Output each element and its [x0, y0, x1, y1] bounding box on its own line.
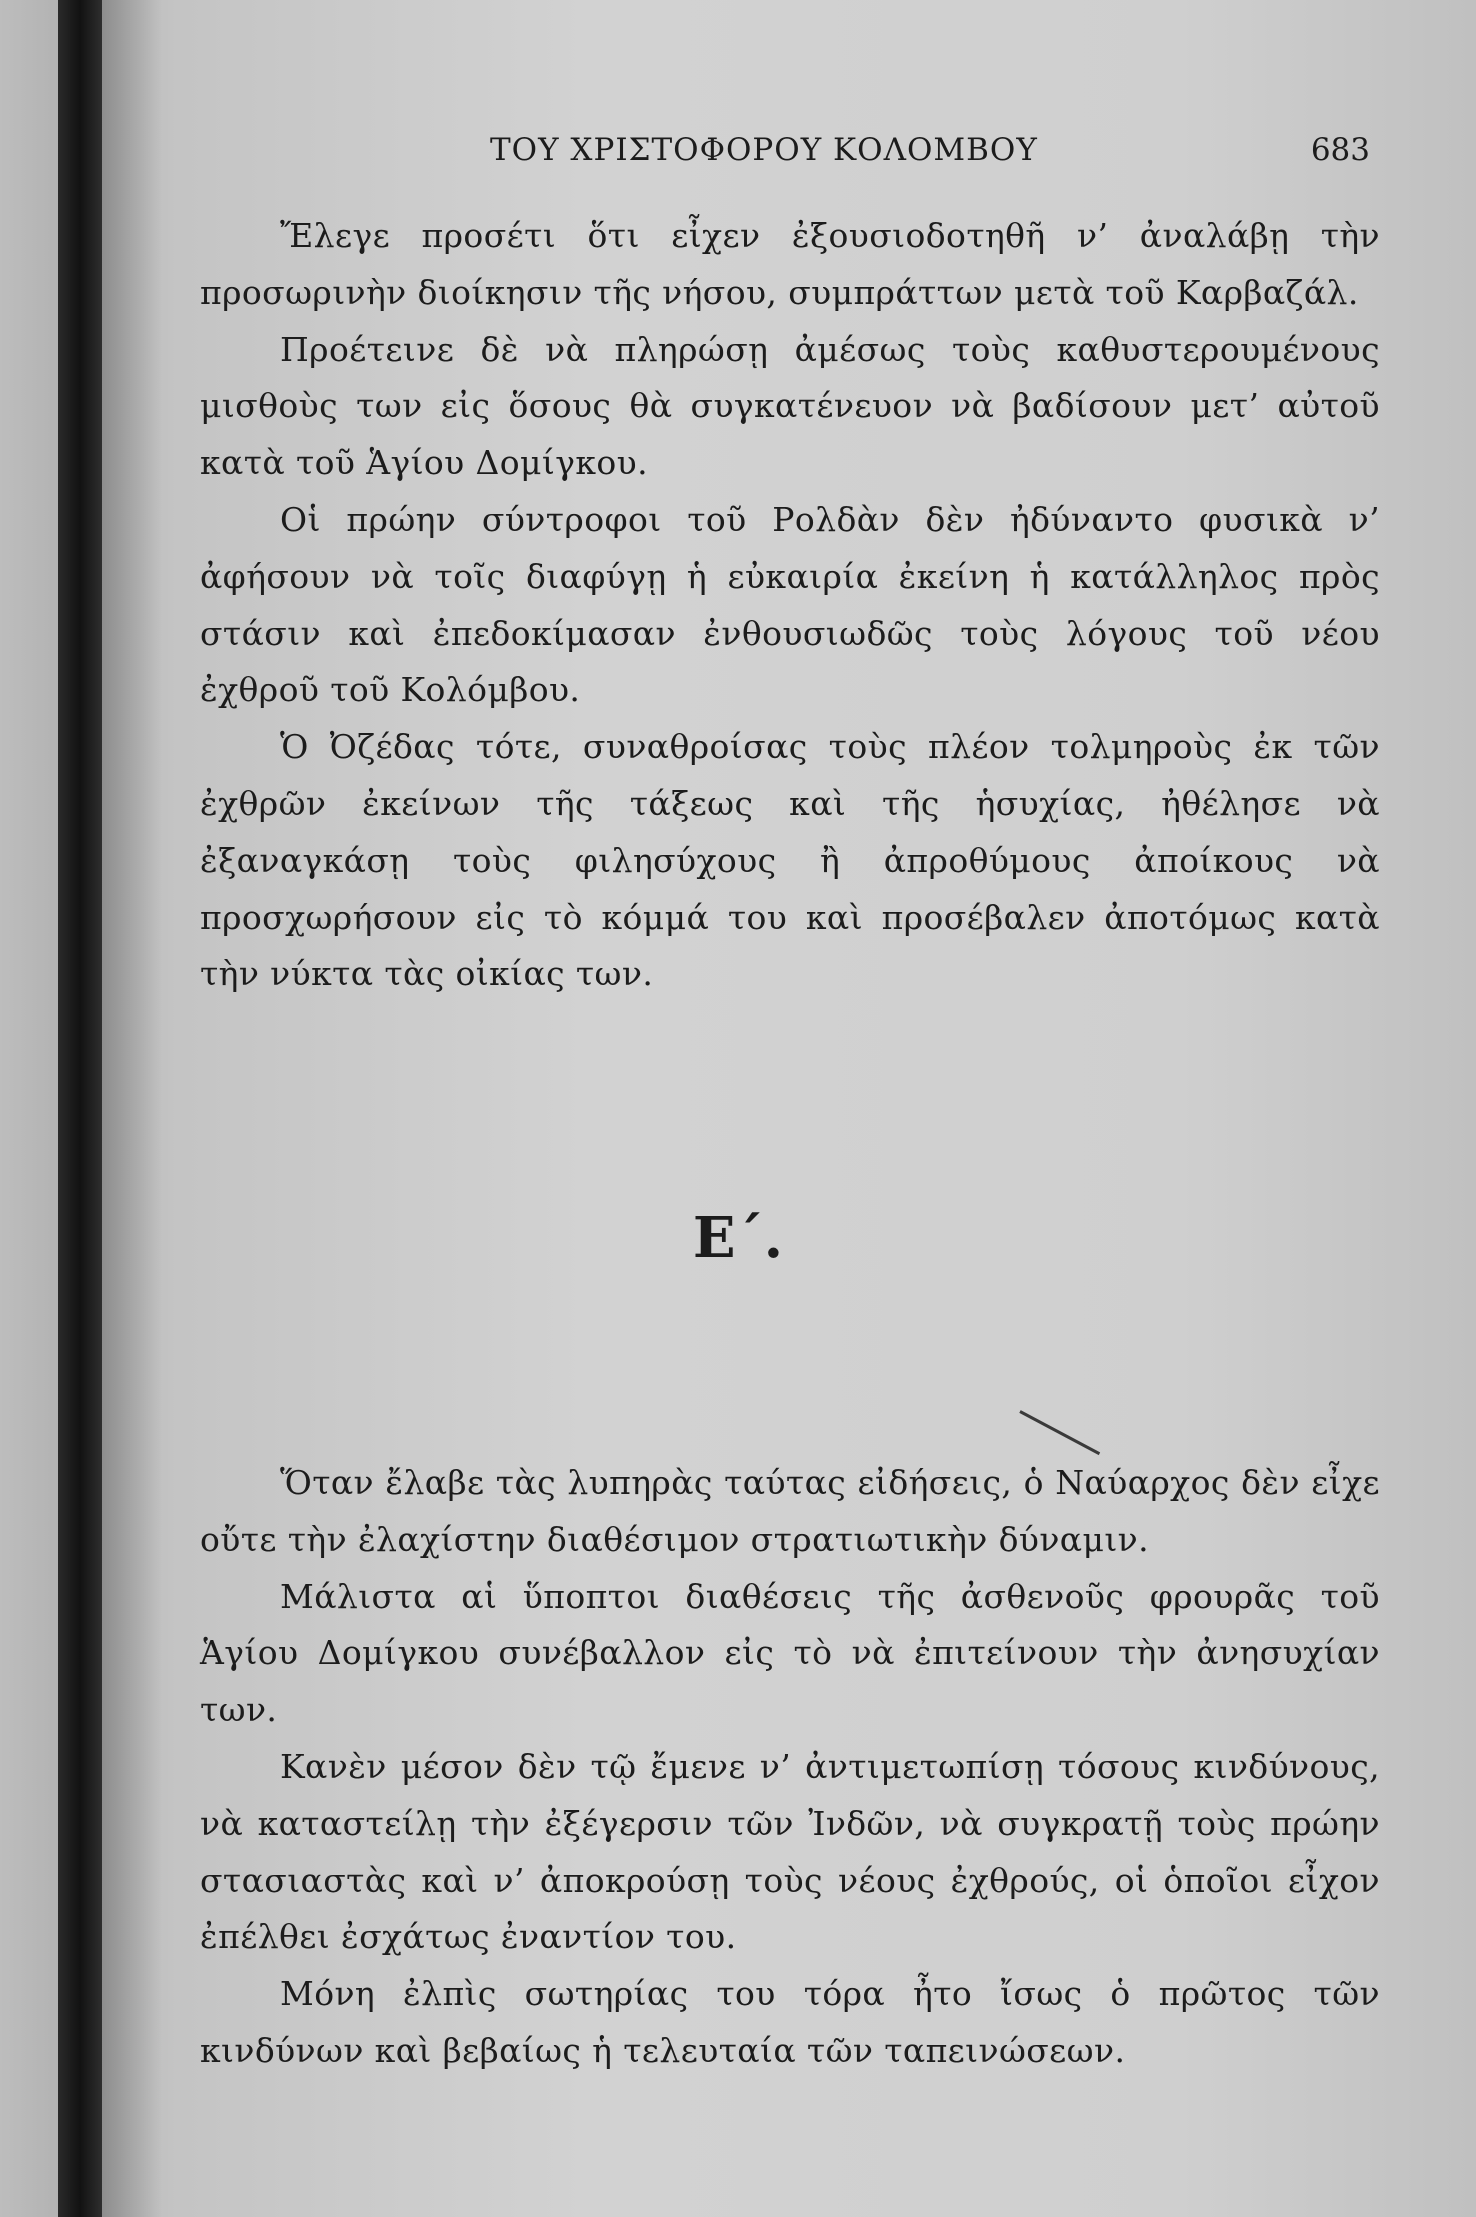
text-block-before-section: [200, 208, 1380, 1003]
paragraph: Οἱ πρώην σύντροφοι τοῦ Ρολδὰν δὲν ἠδύναντο φυσικὰ ν’ ἀφήσουν νὰ τοῖς διαφύγῃ ἡ εὐκαιρία ἐκείνη ἡ κατάλληλος πρὸς στάσιν καὶ ἐπεδοκίμασαν ἐνθουσιωδῶς τοὺς λόγους τοῦ νέου ἐχθροῦ τοῦ Κολόμβου.: [200, 499, 1380, 710]
paragraph: Προέτεινε δὲ νὰ πληρώσῃ ἀμέσως τοὺς καθυστερουμένους μισθοὺς των εἰς ὅσους θὰ συγκατένευον νὰ βαδίσουν μετ’ αὐτοῦ κατὰ τοῦ Ἁγίου Δομίγκου.: [200, 329, 1380, 483]
paragraph: Μάλιστα αἱ ὕποπτοι διαθέσεις τῆς ἀσθενοῦς φρουρᾶς τοῦ Ἁγίου Δομίγκου συνέβαλλον εἰς τὸ νὰ ἐπιτείνουν τὴν ἀνησυχίαν των.: [200, 1576, 1380, 1730]
book-gutter: [58, 0, 102, 2217]
stray-pen-mark: [1019, 1410, 1100, 1455]
running-title: ΤΟΥ ΧΡΙΣΤΟΦΟΡΟΥ ΚΟΛΟΜΒΟΥ: [490, 132, 1038, 168]
paragraph: Ἔλεγε προσέτι ὅτι εἶχεν ἐξουσιοδοτηθῆ ν’ ἀναλάβῃ τὴν προσωρινὴν διοίκησιν τῆς νήσου, συμπράττων μετὰ τοῦ Καρβαζάλ.: [200, 216, 1380, 312]
paragraph: Ὅταν ἔλαβε τὰς λυπηρὰς ταύτας εἰδήσεις, ὁ Ναύαρχος δὲν εἶχε οὔτε τὴν ἐλαχίστην διαθέσιμον στρατιωτικὴν δύναμιν.: [200, 1463, 1380, 1559]
page-number: 683: [1310, 132, 1370, 168]
paragraph: Μόνη ἐλπὶς σωτηρίας του τόρα ἦτο ἴσως ὁ πρῶτος τῶν κινδύνων καὶ βεβαίως ἡ τελευταία τῶν ταπεινώσεων.: [200, 1974, 1380, 2070]
section-heading: Ε΄.: [692, 1205, 784, 1271]
facing-page-edge: [0, 0, 58, 2217]
text-block-after-section: [200, 1455, 1380, 2080]
running-head: [200, 132, 1380, 182]
gutter-shadow: [102, 0, 162, 2217]
paragraph: Κανὲν μέσον δὲν τῷ ἔμενε ν’ ἀντιμετωπίσῃ τόσους κινδύνους, νὰ καταστείλῃ τὴν ἐξέγερσιν τῶν Ἰνδῶν, νὰ συγκρατῇ τοὺς πρώην στασιαστὰς καὶ ν’ ἀποκρούσῃ τοὺς νέους ἐχθρούς, οἱ ὁποῖοι εἶχον ἐπέλθει ἐσχάτως ἐναντίον του.: [200, 1746, 1380, 1957]
paragraph: Ὁ Ὀζέδας τότε, συναθροίσας τοὺς πλέον τολμηροὺς ἐκ τῶν ἐχθρῶν ἐκείνων τῆς τάξεως καὶ τῆς ἡσυχίας, ἠθέλησε νὰ ἐξαναγκάσῃ τοὺς φιλησύχους ἢ ἀπροθύμους ἀποίκους νὰ προσχωρήσουν εἰς τὸ κόμμά του καὶ προσέβαλεν ἀποτόμως κατὰ τὴν νύκτα τὰς οἰκίας των.: [200, 727, 1380, 994]
